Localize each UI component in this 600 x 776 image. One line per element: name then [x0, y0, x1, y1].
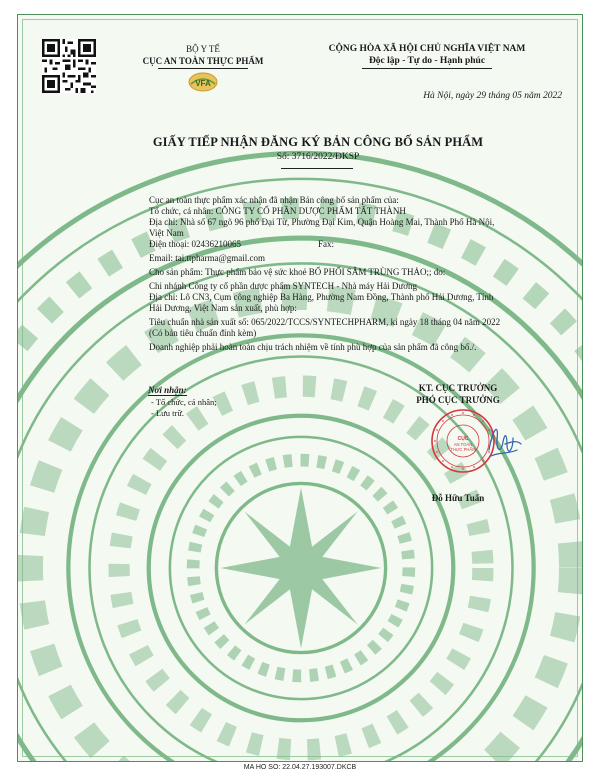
producer-line: Chi nhánh Công ty cổ phần dược phẩm SYNTECH - Nhà máy Hải Dương [149, 281, 417, 291]
agency-name: CỤC AN TOÀN THỰC PHẨM [142, 56, 264, 66]
svg-text:CỤC: CỤC [457, 436, 469, 442]
svg-text:VFA: VFA [195, 79, 211, 88]
recipient-item: - Lưu trữ. [151, 408, 185, 418]
motto-underline [362, 68, 492, 69]
dossier-code: MA HO SO: 22.04.27.193007.DKCB [243, 764, 357, 771]
ministry-name: BỘ Y TẾ [186, 44, 220, 54]
signer-role-line1: KT. CỤC TRƯỞNG [418, 383, 498, 393]
vfa-logo [188, 72, 218, 92]
confirmation-line: Cục an toàn thực phẩm xác nhận đã nhận Bản công bố sản phẩm của: [149, 195, 399, 205]
national-header [292, 43, 562, 69]
document-number-underline [281, 168, 353, 169]
country-name: CỘNG HÒA XÃ HỘI CHỦ NGHĨA VIỆT NAM [328, 44, 526, 54]
handwritten-signature [483, 420, 523, 462]
document-body [149, 195, 504, 353]
organization-line: Tổ chức, cá nhân: CÔNG TY CỔ PHẦN DƯỢC PHẨM TẤT THÀNH [149, 206, 406, 216]
issuer-header [130, 43, 276, 92]
agency-underline [158, 68, 248, 69]
qr-code [42, 39, 96, 93]
fax-number: Fax: [318, 239, 335, 249]
standard-line: Tiêu chuẩn nhà sản xuất số: 065/2022/TCCS/SYNTECHPHARM, kí ngày 18 tháng 04 năm 2022 (Có bản tiêu chuẩn đính kèm) [149, 317, 501, 338]
email-line: Email: tai.ttpharma@gmail.com [149, 253, 266, 263]
responsibility-line: Doanh nghiệp phải hoàn toàn chịu trách nhiệm về tính phù hợp của sản phẩm đã công bố./. [149, 342, 477, 352]
contact-line [149, 239, 504, 250]
producer-address: Địa chỉ: Lô CN3, Cụm công nghiệp Ba Hàng, Phường Nam Đồng, Thành phố Hải Dương, Tỉnh Hải Dương, Việt Nam sản xuất, phù hợp: [149, 292, 494, 313]
recipients-title: Nơi nhận: [148, 385, 187, 395]
product-line: Cho sản phẩm: Thực phẩm bảo vệ sức khoẻ BỔ PHỔI SÂM TRÙNG THẢO;; do: [149, 267, 446, 277]
document-number: Số: 3716/2022/ĐKSP [276, 152, 360, 162]
recipient-item: - Tổ chức, cá nhân; [151, 397, 217, 407]
svg-text:AN TOÀN: AN TOÀN [453, 442, 473, 447]
svg-text:THỰC PHẨM: THỰC PHẨM [450, 447, 476, 452]
phone-number: Điện thoại: 02436210065 [149, 239, 241, 249]
certificate-page [17, 14, 583, 762]
signer-role-line2: PHÓ CỤC TRƯỞNG [416, 395, 500, 405]
recipients-list [151, 397, 217, 419]
national-motto: Độc lập - Tự do - Hạnh phúc [368, 56, 486, 66]
issue-date: Hà Nội, ngày 29 tháng 05 năm 2022 [423, 91, 562, 101]
document-title: GIẤY TIẾP NHẬN ĐĂNG KÝ BẢN CÔNG BỐ SẢN PHẨM [152, 135, 484, 149]
organization-address: Địa chỉ: Nhà số 67 ngõ 96 phố Đại Từ, Phường Đại Kim, Quận Hoàng Mai, Thành Phố Hà Nội, Việt Nam [149, 217, 495, 238]
signer-name: Đỗ Hữu Tuấn [431, 493, 485, 503]
